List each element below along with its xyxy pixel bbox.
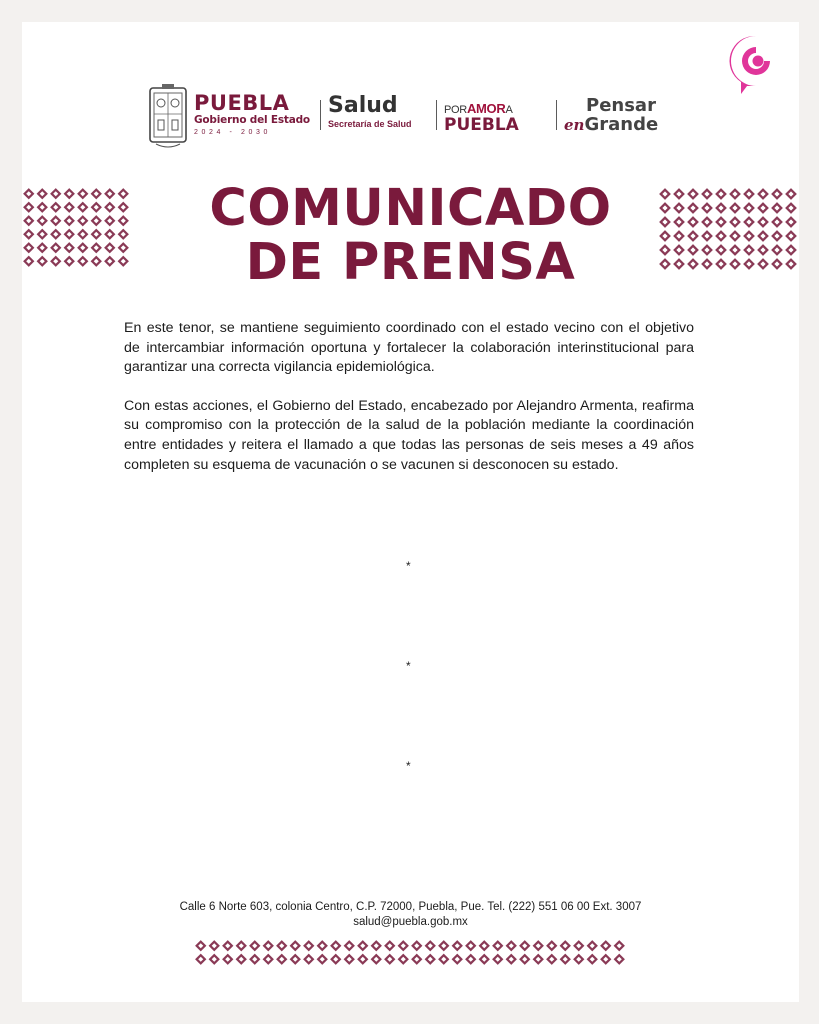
pattern-tile xyxy=(398,940,409,951)
pattern-tile xyxy=(659,244,671,256)
pattern-tile xyxy=(743,216,755,228)
pattern-tile xyxy=(673,188,685,200)
pattern-tile xyxy=(560,954,571,965)
pattern-tile xyxy=(687,230,699,242)
pattern-tile xyxy=(743,188,755,200)
pattern-tile xyxy=(771,258,783,270)
pattern-tile xyxy=(91,202,102,213)
pattern-tile xyxy=(743,244,755,256)
pattern-tile xyxy=(687,188,699,200)
pattern-tile xyxy=(715,216,727,228)
pattern-tile xyxy=(729,216,741,228)
pattern-tile xyxy=(757,258,769,270)
pattern-tile xyxy=(50,202,61,213)
pattern-tile xyxy=(715,188,727,200)
pattern-tile xyxy=(23,215,34,226)
pattern-tile xyxy=(659,202,671,214)
pattern-tile xyxy=(438,940,449,951)
pattern-tile xyxy=(23,202,34,213)
pattern-tile xyxy=(384,940,395,951)
pattern-tile xyxy=(371,954,382,965)
pattern-tile xyxy=(50,215,61,226)
pattern-tile xyxy=(263,954,274,965)
pattern-tile xyxy=(37,242,48,253)
pattern-tile xyxy=(715,202,727,214)
pattern-tile xyxy=(303,954,314,965)
pattern-tile xyxy=(785,258,797,270)
pattern-tile xyxy=(492,954,503,965)
pattern-tile xyxy=(673,202,685,214)
pattern-tile xyxy=(573,940,584,951)
pattern-tile xyxy=(91,242,102,253)
press-release-body xyxy=(124,319,694,494)
pattern-tile xyxy=(715,230,727,242)
pattern-tile xyxy=(614,940,625,951)
pattern-tile xyxy=(64,242,75,253)
pattern-tile xyxy=(757,202,769,214)
pattern-tile xyxy=(533,940,544,951)
pattern-tile xyxy=(715,244,727,256)
pattern-tile xyxy=(533,954,544,965)
pattern-tile xyxy=(701,202,713,214)
pattern-tile xyxy=(701,258,713,270)
pattern-tile xyxy=(757,216,769,228)
pattern-tile xyxy=(687,216,699,228)
pattern-tile xyxy=(50,242,61,253)
pattern-tile xyxy=(659,188,671,200)
page-title xyxy=(172,179,649,292)
pattern-tile xyxy=(91,229,102,240)
pattern-tile xyxy=(118,229,129,240)
puebla-government-logo xyxy=(194,92,310,138)
pattern-tile xyxy=(37,188,48,199)
pattern-tile xyxy=(438,954,449,965)
pattern-tile xyxy=(743,258,755,270)
puebla-logo-years: 2024 - 2030 xyxy=(194,129,271,136)
pattern-tile xyxy=(317,940,328,951)
pattern-tile xyxy=(371,940,382,951)
pattern-tile xyxy=(91,215,102,226)
pattern-tile xyxy=(344,940,355,951)
pattern-tile xyxy=(743,230,755,242)
pattern-tile xyxy=(701,230,713,242)
pattern-tile xyxy=(118,242,129,253)
title-line-1: COMUNICADO xyxy=(209,179,612,238)
pattern-tile xyxy=(546,940,557,951)
pattern-tile xyxy=(384,954,395,965)
pattern-tile xyxy=(77,242,88,253)
pattern-tile xyxy=(77,229,88,240)
pattern-tile xyxy=(614,954,625,965)
amor-logo-puebla: PUEBLA xyxy=(444,115,519,135)
pattern-tile xyxy=(222,954,233,965)
pattern-tile xyxy=(118,188,129,199)
pattern-tile xyxy=(600,954,611,965)
title-line-2: DE PRENSA xyxy=(245,233,576,292)
pattern-tile xyxy=(317,954,328,965)
amor-logo-a: A xyxy=(505,104,513,116)
pattern-tile xyxy=(77,202,88,213)
pattern-tile xyxy=(546,954,557,965)
pensar-logo-bottom xyxy=(564,115,658,135)
pattern-tile xyxy=(687,244,699,256)
chat-c-logo-icon xyxy=(727,32,785,96)
puebla-logo-subtitle: Gobierno del Estado xyxy=(194,114,310,126)
pattern-tile xyxy=(104,188,115,199)
pattern-tile xyxy=(50,256,61,267)
pattern-tile xyxy=(729,258,741,270)
pattern-tile xyxy=(659,258,671,270)
pattern-tile xyxy=(263,940,274,951)
pattern-tile xyxy=(506,954,517,965)
pattern-tile xyxy=(64,229,75,240)
pattern-tile xyxy=(104,215,115,226)
logo-divider xyxy=(556,100,557,130)
pattern-tile xyxy=(452,954,463,965)
pattern-tile xyxy=(330,954,341,965)
por-amor-a-puebla-logo xyxy=(444,102,519,134)
salud-logo-title: Salud xyxy=(328,93,398,118)
decorative-pattern-footer xyxy=(194,939,626,967)
pattern-tile xyxy=(357,940,368,951)
section-separator: * xyxy=(406,559,411,573)
pattern-tile xyxy=(687,258,699,270)
press-release-page xyxy=(22,22,799,1002)
pattern-tile xyxy=(673,258,685,270)
decorative-pattern-right xyxy=(658,187,798,273)
pattern-tile xyxy=(64,215,75,226)
pattern-tile xyxy=(195,940,206,951)
pattern-tile xyxy=(91,256,102,267)
pattern-tile xyxy=(209,940,220,951)
pattern-tile xyxy=(659,230,671,242)
pattern-tile xyxy=(276,940,287,951)
pattern-tile xyxy=(673,216,685,228)
pattern-tile xyxy=(573,954,584,965)
pattern-tile xyxy=(344,954,355,965)
state-coat-of-arms-icon xyxy=(148,84,188,150)
amor-logo-por: POR xyxy=(444,104,467,116)
salud-logo xyxy=(328,94,412,130)
footer-address: Calle 6 Norte 603, colonia Centro, C.P. 72000, Puebla, Pue. Tel. (222) 551 06 00 Ext. 3007 xyxy=(179,901,642,913)
pattern-tile xyxy=(600,940,611,951)
pattern-tile xyxy=(785,244,797,256)
pattern-tile xyxy=(479,954,490,965)
pattern-tile xyxy=(465,954,476,965)
pattern-tile xyxy=(587,940,598,951)
pattern-tile xyxy=(729,202,741,214)
pattern-tile xyxy=(687,202,699,214)
pattern-tile xyxy=(425,940,436,951)
pattern-tile xyxy=(37,202,48,213)
logo-divider xyxy=(436,100,437,130)
pattern-tile xyxy=(701,188,713,200)
pattern-tile xyxy=(50,188,61,199)
pattern-tile xyxy=(303,940,314,951)
pattern-tile xyxy=(357,954,368,965)
header-logos xyxy=(146,82,686,152)
pattern-tile xyxy=(659,216,671,228)
pattern-tile xyxy=(771,202,783,214)
pattern-tile xyxy=(64,202,75,213)
pattern-tile xyxy=(729,244,741,256)
logo-divider xyxy=(320,100,321,130)
pattern-tile xyxy=(506,940,517,951)
pattern-tile xyxy=(411,940,422,951)
pattern-tile xyxy=(118,256,129,267)
pattern-tile xyxy=(743,202,755,214)
pattern-tile xyxy=(673,230,685,242)
pensar-logo-grande: Grande xyxy=(584,114,659,135)
pattern-tile xyxy=(519,940,530,951)
pensar-logo-en: en xyxy=(564,116,585,134)
pattern-tile xyxy=(398,954,409,965)
pattern-tile xyxy=(37,215,48,226)
pattern-tile xyxy=(249,940,260,951)
pattern-tile xyxy=(209,954,220,965)
pattern-tile xyxy=(276,954,287,965)
pattern-tile xyxy=(77,256,88,267)
pattern-tile xyxy=(771,230,783,242)
section-separator: * xyxy=(406,759,411,773)
body-paragraph: Con estas acciones, el Gobierno del Estado, encabezado por Alejandro Armenta, reafirma su compromiso con la protección de la salud de la población mediante la coordinación entre entidades y reitera el llamado a que todas las personas de seis meses a 49 años completen su esquema de vacunación o se vacunen si desconocen su estado. xyxy=(124,397,694,473)
pattern-tile xyxy=(23,242,34,253)
pattern-tile xyxy=(492,940,503,951)
pattern-tile xyxy=(104,229,115,240)
pattern-tile xyxy=(236,954,247,965)
pattern-tile xyxy=(104,202,115,213)
pattern-tile xyxy=(701,244,713,256)
section-separator: * xyxy=(406,659,411,673)
pattern-tile xyxy=(757,188,769,200)
pattern-tile xyxy=(729,188,741,200)
pattern-tile xyxy=(222,940,233,951)
pattern-tile xyxy=(104,242,115,253)
pattern-tile xyxy=(519,954,530,965)
pattern-tile xyxy=(785,216,797,228)
pattern-tile xyxy=(479,940,490,951)
pattern-tile xyxy=(701,216,713,228)
pattern-tile xyxy=(785,230,797,242)
pattern-tile xyxy=(771,244,783,256)
decorative-pattern-left xyxy=(22,187,130,273)
amor-logo-amor: AMOR xyxy=(466,101,506,116)
pattern-tile xyxy=(785,202,797,214)
pattern-tile xyxy=(290,940,301,951)
pattern-tile xyxy=(104,256,115,267)
pattern-tile xyxy=(64,188,75,199)
pattern-tile xyxy=(715,258,727,270)
pattern-tile xyxy=(23,229,34,240)
pattern-tile xyxy=(771,188,783,200)
pattern-tile xyxy=(236,940,247,951)
pattern-tile xyxy=(37,256,48,267)
salud-logo-subtitle: Secretaría de Salud xyxy=(328,119,412,129)
pattern-tile xyxy=(560,940,571,951)
pattern-tile xyxy=(50,229,61,240)
footer-email[interactable]: salud@puebla.gob.mx xyxy=(353,916,468,928)
pattern-tile xyxy=(330,940,341,951)
pattern-tile xyxy=(290,954,301,965)
puebla-logo-title: PUEBLA xyxy=(194,91,290,115)
pattern-tile xyxy=(465,940,476,951)
pattern-tile xyxy=(118,215,129,226)
pattern-tile xyxy=(249,954,260,965)
pattern-tile xyxy=(23,256,34,267)
pensar-logo-top: Pensar xyxy=(586,95,656,116)
pattern-tile xyxy=(23,188,34,199)
pattern-tile xyxy=(195,954,206,965)
pensar-en-grande-logo xyxy=(564,96,658,135)
pattern-tile xyxy=(411,954,422,965)
pattern-tile xyxy=(673,244,685,256)
pattern-tile xyxy=(37,229,48,240)
pattern-tile xyxy=(729,230,741,242)
pattern-tile xyxy=(77,188,88,199)
pattern-tile xyxy=(452,940,463,951)
footer-contact xyxy=(82,900,739,930)
pattern-tile xyxy=(785,188,797,200)
pattern-tile xyxy=(64,256,75,267)
pattern-tile xyxy=(118,202,129,213)
pattern-tile xyxy=(587,954,598,965)
pattern-tile xyxy=(77,215,88,226)
pattern-tile xyxy=(771,216,783,228)
pattern-tile xyxy=(91,188,102,199)
pattern-tile xyxy=(425,954,436,965)
pattern-tile xyxy=(757,230,769,242)
pattern-tile xyxy=(757,244,769,256)
body-paragraph: En este tenor, se mantiene seguimiento coordinado con el estado vecino con el objetivo de intercambiar información oportuna y fortalecer la colaboración interinstitucional para garantizar una correcta vigilancia epidemiológica. xyxy=(124,320,694,376)
